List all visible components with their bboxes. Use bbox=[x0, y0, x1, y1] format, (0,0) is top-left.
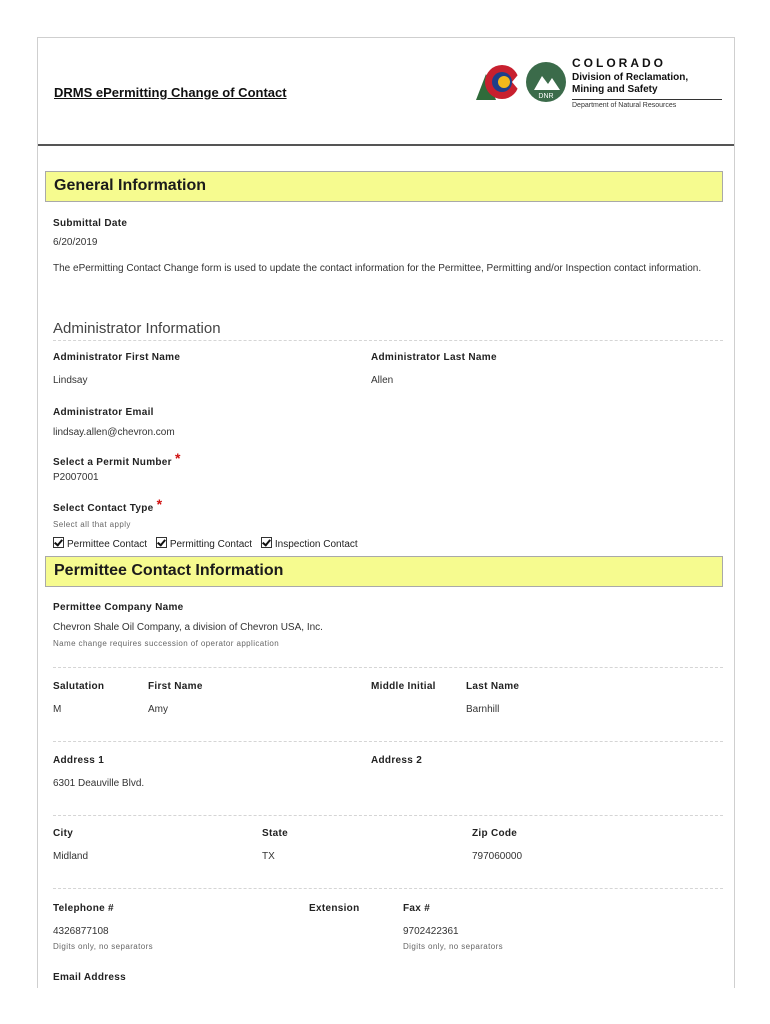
checkbox-permitting-contact[interactable] bbox=[156, 539, 252, 550]
company-name-value: Chevron Shale Oil Company, a division of Chevron USA, Inc. bbox=[53, 622, 323, 633]
contact-type-label bbox=[53, 498, 162, 514]
city-value: Midland bbox=[53, 851, 89, 862]
middle-initial-label: Middle Initial bbox=[371, 681, 436, 692]
contact-type-label-text: Select Contact Type bbox=[53, 503, 154, 514]
zip-code-value: 797060000 bbox=[472, 851, 523, 862]
checkbox-permittee-contact[interactable] bbox=[53, 539, 147, 550]
company-name-label: Permittee Company Name bbox=[53, 602, 184, 613]
administrator-information-title: Administrator Information bbox=[53, 320, 221, 337]
logo-department-name: Department of Natural Resources bbox=[572, 99, 722, 109]
admin-first-name-value: Lindsay bbox=[53, 375, 88, 386]
permittee-contact-header bbox=[45, 556, 723, 587]
salutation-value: M bbox=[53, 704, 62, 715]
checkbox-label: Inspection Contact bbox=[274, 539, 358, 550]
extension-label: Extension bbox=[309, 903, 360, 914]
state-value: TX bbox=[262, 851, 275, 862]
permittee-contact-title: Permittee Contact Information bbox=[54, 562, 284, 579]
checkbox-label: Permittee Contact bbox=[67, 539, 148, 550]
admin-first-name-label: Administrator First Name bbox=[53, 352, 181, 363]
submittal-date-value: 6/20/2019 bbox=[53, 237, 98, 248]
form-header bbox=[38, 38, 734, 146]
form-description: The ePermitting Contact Change form is used to update the contact information for the Permittee, Permitting and/or Inspection contact information. bbox=[53, 263, 702, 274]
required-marker: * bbox=[156, 496, 163, 512]
admin-email-label: Administrator Email bbox=[53, 407, 154, 418]
divider bbox=[53, 340, 723, 341]
fax-hint: Digits only, no separators bbox=[403, 942, 504, 951]
divider bbox=[53, 888, 723, 889]
divider bbox=[53, 667, 723, 668]
contact-type-checkboxes bbox=[53, 537, 364, 550]
company-name-hint: Name change requires succession of operator application bbox=[53, 639, 280, 648]
checkbox-inspection-contact[interactable] bbox=[261, 539, 358, 550]
submittal-date-label: Submittal Date bbox=[53, 218, 128, 229]
city-label: City bbox=[53, 828, 74, 839]
document-title: DRMS ePermitting Change of Contact bbox=[54, 85, 287, 100]
address1-value: 6301 Deauville Blvd. bbox=[53, 778, 145, 789]
colorado-c-logo-icon bbox=[474, 60, 522, 104]
colorado-drms-logo bbox=[474, 56, 724, 118]
logo-division-name: Division of Reclamation, Mining and Safety bbox=[572, 72, 689, 95]
last-name-label: Last Name bbox=[466, 681, 520, 692]
dnr-logo-icon bbox=[524, 60, 568, 104]
permit-number-value: P2007001 bbox=[53, 472, 99, 483]
telephone-hint: Digits only, no separators bbox=[53, 942, 154, 951]
fax-value: 9702422361 bbox=[403, 926, 459, 937]
fax-label: Fax # bbox=[403, 903, 431, 914]
checkbox-checked-icon[interactable] bbox=[261, 537, 272, 548]
logo-state-name: COLORADO bbox=[572, 56, 666, 70]
address1-label: Address 1 bbox=[53, 755, 105, 766]
divider bbox=[53, 815, 723, 816]
salutation-label: Salutation bbox=[53, 681, 105, 692]
first-name-value: Amy bbox=[148, 704, 168, 715]
checkbox-checked-icon[interactable] bbox=[156, 537, 167, 548]
checkbox-checked-icon[interactable] bbox=[53, 537, 64, 548]
general-information-header bbox=[45, 171, 723, 202]
logo-text bbox=[572, 56, 722, 109]
admin-last-name-label: Administrator Last Name bbox=[371, 352, 497, 363]
svg-text:DNR: DNR bbox=[538, 93, 554, 100]
admin-last-name-value: Allen bbox=[371, 375, 394, 386]
admin-email-value: lindsay.allen@chevron.com bbox=[53, 427, 175, 438]
general-information-title: General Information bbox=[54, 177, 207, 194]
first-name-label: First Name bbox=[148, 681, 203, 692]
address2-label: Address 2 bbox=[371, 755, 423, 766]
contact-type-hint: Select all that apply bbox=[53, 520, 131, 529]
permit-number-label bbox=[53, 452, 181, 468]
divider bbox=[53, 741, 723, 742]
zip-code-label: Zip Code bbox=[472, 828, 518, 839]
telephone-value: 4326877108 bbox=[53, 926, 109, 937]
checkbox-label: Permitting Contact bbox=[169, 539, 253, 550]
permit-number-label-text: Select a Permit Number bbox=[53, 457, 172, 468]
state-label: State bbox=[262, 828, 288, 839]
email-address-label: Email Address bbox=[53, 972, 127, 983]
last-name-value: Barnhill bbox=[466, 704, 500, 715]
telephone-label: Telephone # bbox=[53, 903, 114, 914]
required-marker: * bbox=[174, 450, 181, 466]
